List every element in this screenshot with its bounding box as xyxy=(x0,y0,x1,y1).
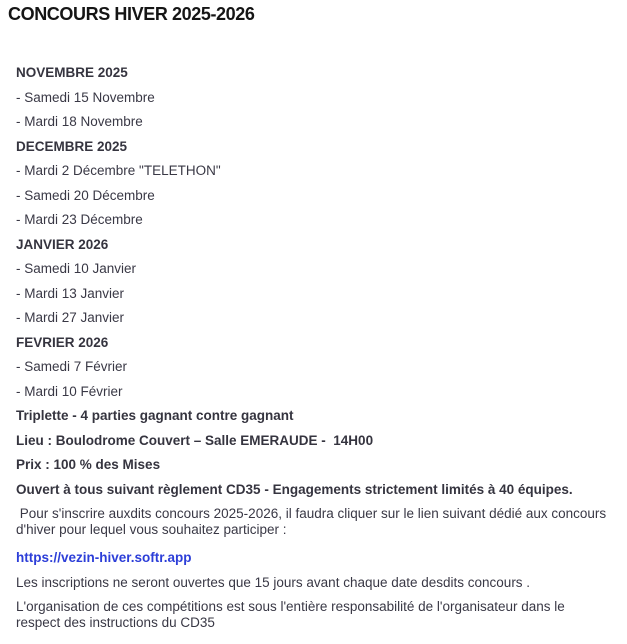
format-line: Triplette - 4 parties gagnant contre gagnant xyxy=(16,408,294,423)
date-item: - Mardi 23 Décembre xyxy=(16,212,143,227)
month-heading-decembre-2025: DECEMBRE 2025 xyxy=(16,138,128,154)
month-heading-janvier-2026: JANVIER 2026 xyxy=(16,236,109,252)
eligibility-line: Ouvert à tous suivant règlement CD35 - Engagements strictement limités à 40 équipes. xyxy=(16,481,573,497)
prize-line: Prix : 100 % des Mises xyxy=(16,457,161,472)
date-item: - Mardi 27 Janvier xyxy=(16,310,125,325)
article-body xyxy=(0,65,620,631)
month-heading-novembre-2025: NOVEMBRE 2025 xyxy=(16,65,128,80)
date-item: - Mardi 2 Décembre "TELETHON" xyxy=(16,163,221,178)
registration-link[interactable]: https://vezin-hiver.softr.app xyxy=(16,550,192,565)
location-line: Lieu : Boulodrome Couvert – Salle EMERAUDE - 14H00 xyxy=(16,432,374,448)
opening-note: Les inscriptions ne seront ouvertes que 15 jours avant chaque date desdits concours . xyxy=(16,574,531,590)
registration-link-line xyxy=(16,550,612,566)
date-item: - Mardi 13 Janvier xyxy=(16,285,125,301)
date-item: - Mardi 18 Novembre xyxy=(16,114,143,129)
responsibility-note: L'organisation de ces compétitions est sous l'entière responsabilité de l'organisateur dans le respect des instructions du CD35 xyxy=(16,599,565,630)
date-item: - Mardi 10 Février xyxy=(16,383,123,399)
date-item: - Samedi 7 Février xyxy=(16,359,128,374)
date-item: - Samedi 10 Janvier xyxy=(16,261,137,276)
date-item: - Samedi 15 Novembre xyxy=(16,89,155,105)
registration-instructions: Pour s'inscrire auxdits concours 2025-2026, il faudra cliquer sur le lien suivant dédié aux concours d'hiver pour lequel vous souhaitez participer : xyxy=(16,506,607,537)
page-title: CONCOURS HIVER 2025-2026 xyxy=(8,4,255,24)
month-heading-fevrier-2026: FEVRIER 2026 xyxy=(16,334,109,350)
date-item: - Samedi 20 Décembre xyxy=(16,187,155,203)
